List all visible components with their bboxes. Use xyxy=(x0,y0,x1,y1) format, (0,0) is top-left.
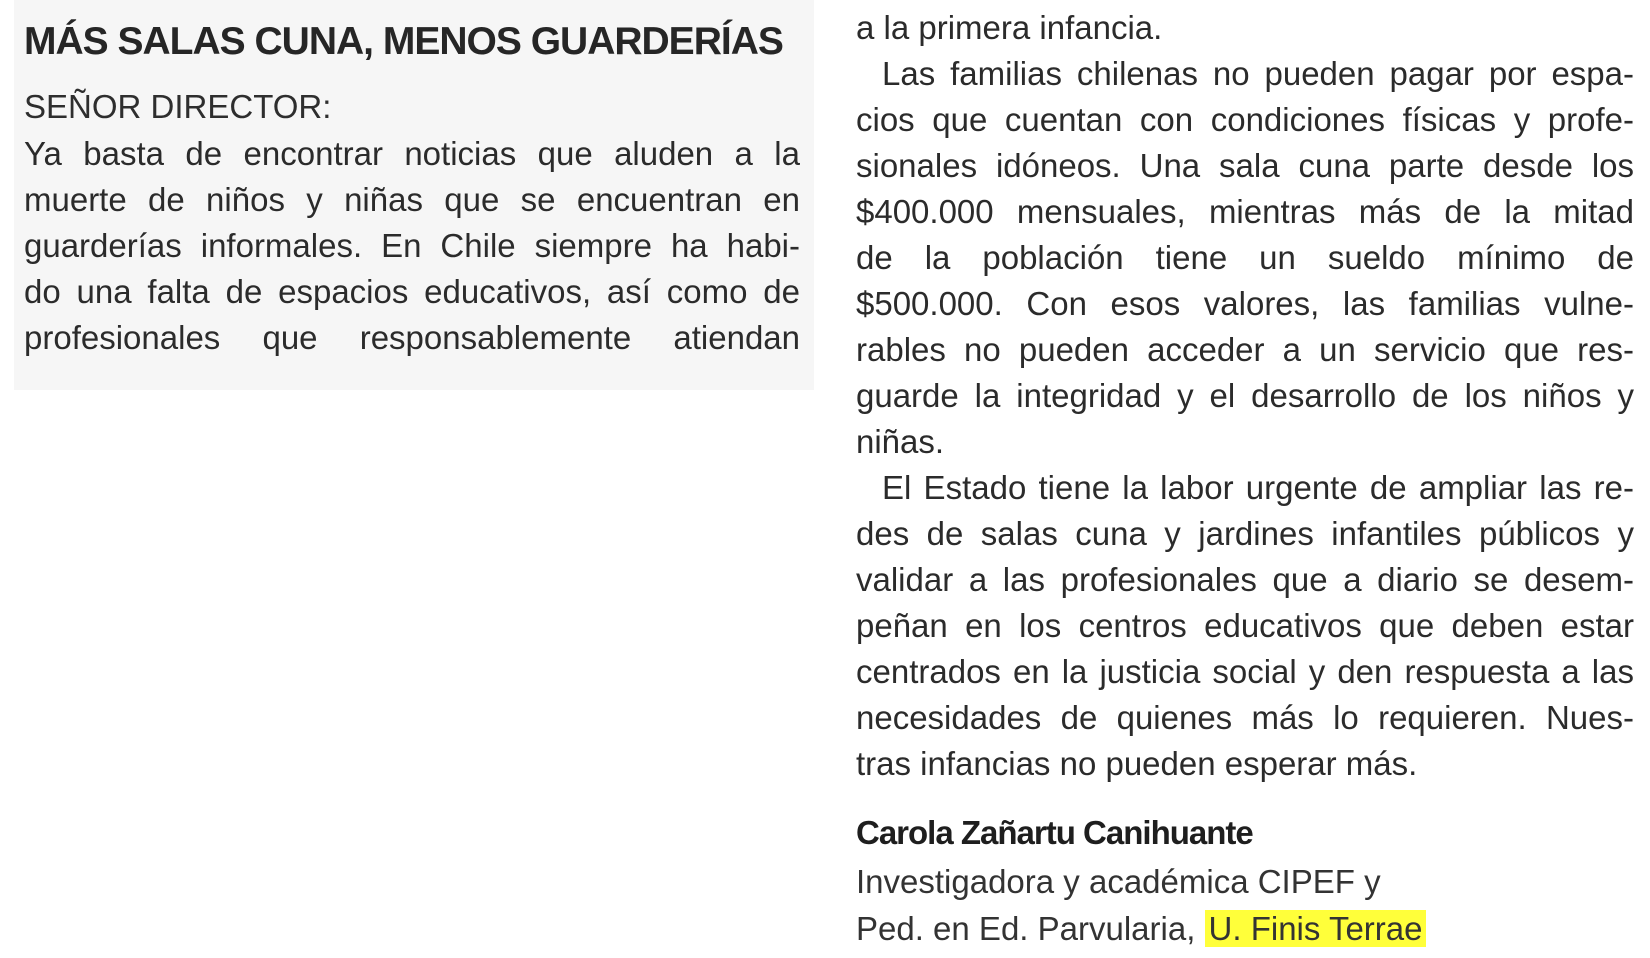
body-line: Ya basta de encontrar noticias que aluden a la xyxy=(24,135,800,172)
paragraph-3-line: tras infancias no pueden esperar más. xyxy=(856,745,1418,782)
signer-role: Investigadora y académica CIPEF y xyxy=(856,863,1381,900)
paragraph-2-line: $500.000. Con esos valores, las familias vulne- xyxy=(856,285,1634,322)
paragraph-2-line: rables no pueden acceder a un servicio que res- xyxy=(856,331,1634,368)
paragraph-3-line: necesidades de quienes más lo requieren. Nues- xyxy=(856,699,1634,736)
paragraph-2-line: de la población tiene un sueldo mínimo de xyxy=(856,239,1634,276)
left-column-body xyxy=(24,131,800,361)
signer-name: Carola Zañartu Canihuante xyxy=(856,814,1253,851)
paragraph-2-line: guarde la integridad y el desarrollo de los niños y xyxy=(856,377,1634,414)
paragraph-2-line: sionales idóneos. Una sala cuna parte desde los xyxy=(856,147,1634,184)
paragraph-3-line: peñan en los centros educativos que deben estar xyxy=(856,607,1634,644)
paragraph-2-line: cios que cuentan con condiciones físicas y profe- xyxy=(856,101,1634,138)
continuation-line: a la primera infancia. xyxy=(856,9,1163,46)
paragraph-2-line: $400.000 mensuales, mientras más de la mitad xyxy=(856,193,1634,230)
paragraph-3-line: validar a las profesionales que a diario se desem- xyxy=(856,561,1634,598)
right-column-body xyxy=(856,5,1634,787)
paragraph-3-line: centrados en la justicia social y den respuesta a las xyxy=(856,653,1634,690)
body-line: guarderías informales. En Chile siempre ha habi- xyxy=(24,227,800,264)
paragraph-3-line: des de salas cuna y jardines infantiles públicos y xyxy=(856,515,1634,552)
paragraph-3-line: El Estado tiene la labor urgente de ampliar las re- xyxy=(882,469,1634,506)
headline: MÁS SALAS CUNA, MENOS GUARDERÍAS xyxy=(24,20,783,63)
paragraph-2-line: Las familias chilenas no pueden pagar por espa- xyxy=(882,55,1634,92)
paragraph-2-line: niñas. xyxy=(856,423,945,460)
signer-credentials xyxy=(856,858,1426,952)
signer-affiliation-prefix: Ped. en Ed. Parvularia, xyxy=(856,910,1205,947)
salutation: SEÑOR DIRECTOR: xyxy=(24,88,332,125)
body-line: profesionales que responsablemente atiendan xyxy=(24,319,800,356)
body-line: do una falta de espacios educativos, así como de xyxy=(24,273,800,310)
highlighted-institution: U. Finis Terrae xyxy=(1205,910,1427,947)
body-line: muerte de niños y niñas que se encuentran en xyxy=(24,181,800,218)
